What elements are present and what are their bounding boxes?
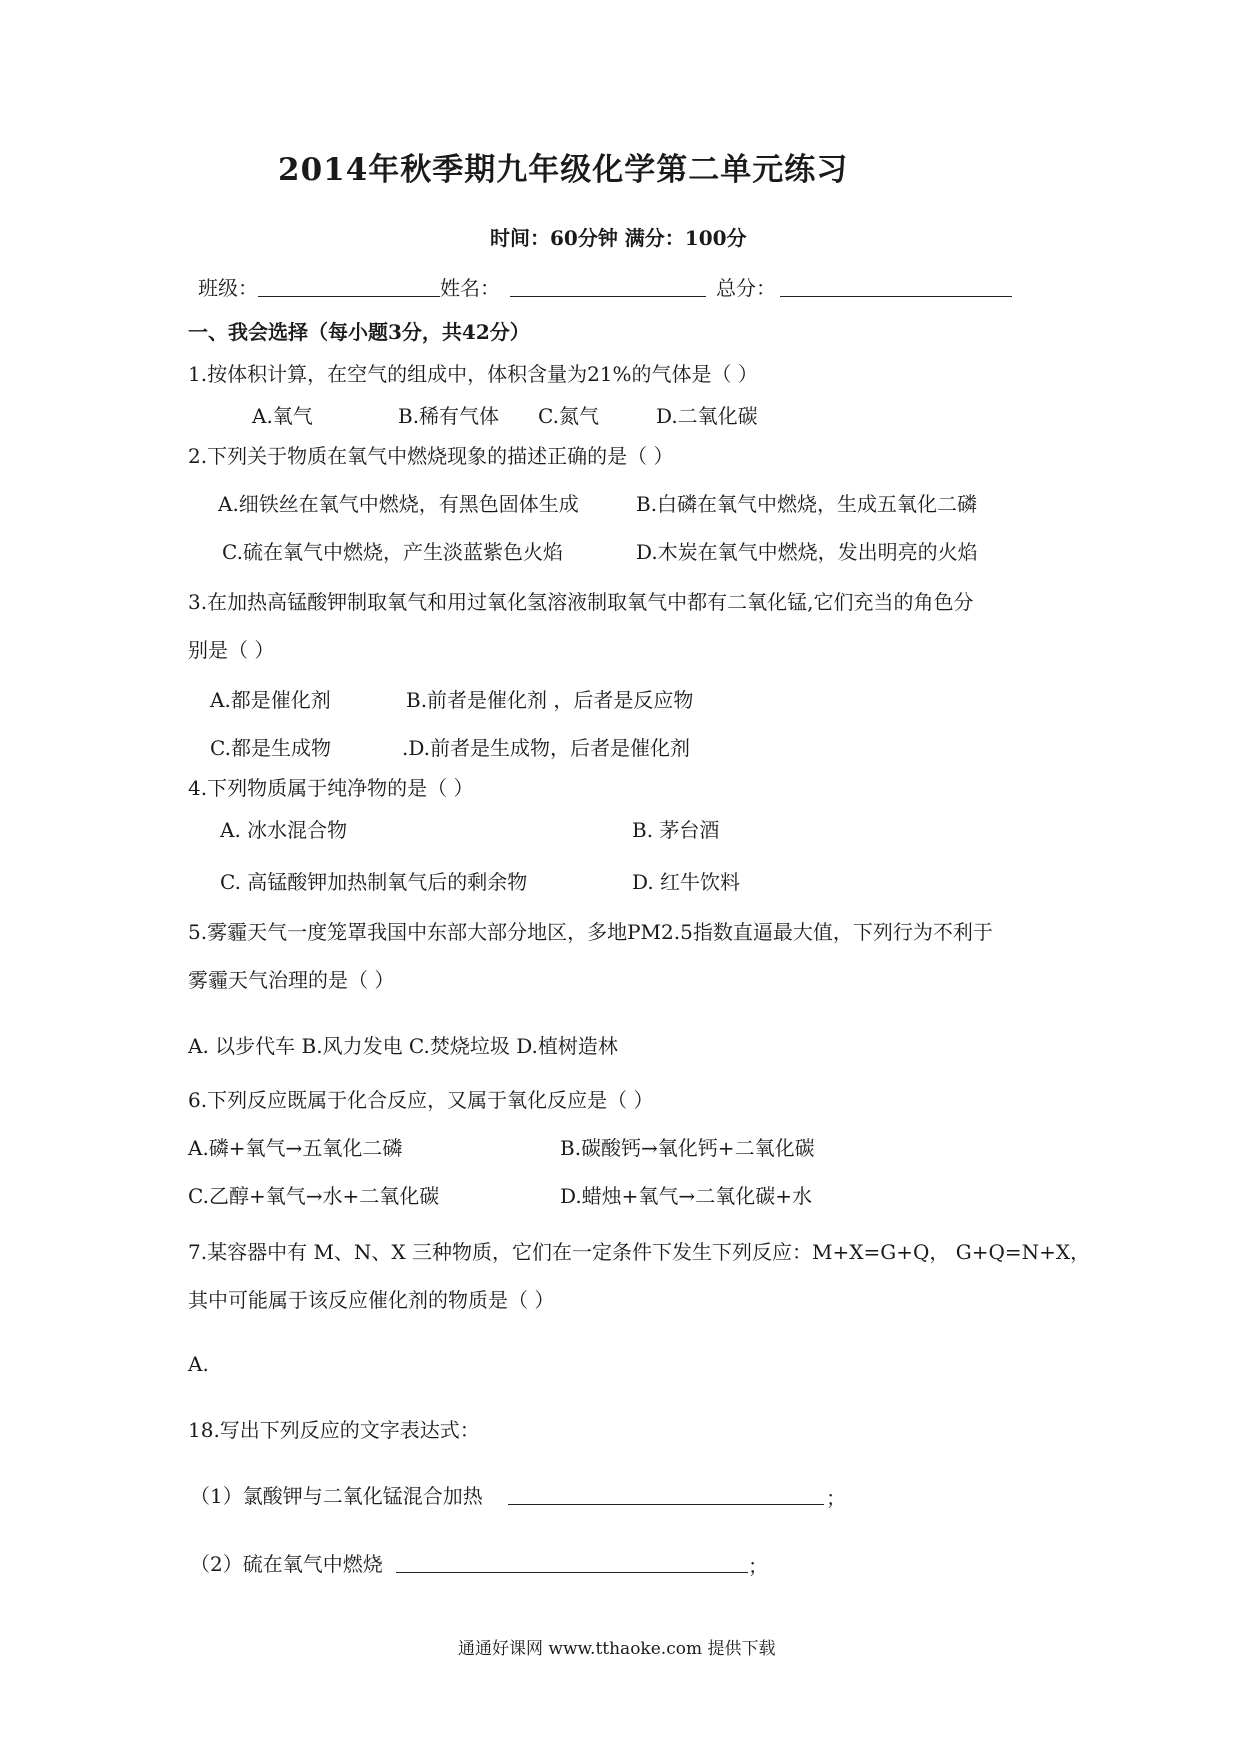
q2-option-d: D.木炭在氧气中燃烧，发出明亮的火焰 xyxy=(636,540,978,564)
question-5-stem-line2: 雾霾天气治理的是（ ） xyxy=(188,968,395,992)
q18-part-2: （2）硫在氧气中燃烧 xyxy=(190,1552,383,1576)
q1-option-b: B.稀有气体 xyxy=(398,404,500,428)
q18-part-2-blank[interactable] xyxy=(396,1572,748,1573)
q6-option-b: B.碳酸钙→氧化钙+二氧化碳 xyxy=(560,1136,815,1160)
q18-part-1-blank[interactable] xyxy=(508,1504,824,1505)
q3-option-a: A.都是催化剂 xyxy=(210,688,331,712)
q2-option-a: A.细铁丝在氧气中燃烧，有黑色固体生成 xyxy=(218,492,579,516)
q1-option-d: D.二氧化碳 xyxy=(656,404,758,428)
q1-option-c: C.氮气 xyxy=(538,404,599,428)
total-blank[interactable] xyxy=(780,296,1012,297)
q18-part-1-end: ； xyxy=(826,1486,846,1510)
class-label: 班级： xyxy=(198,276,258,300)
question-3-stem-line1: 3.在加热高锰酸钾制取氧气和用过氧化氢溶液制取氧气中都有二氧化锰,它们充当的角色分 xyxy=(188,590,974,614)
question-1-stem: 1.按体积计算，在空气的组成中，体积含量为21%的气体是（ ） xyxy=(188,362,758,386)
question-3-stem-line2: 别是（ ） xyxy=(188,638,275,662)
name-blank[interactable] xyxy=(510,296,706,297)
q6-option-d: D.蜡烛+氧气→二氧化碳+水 xyxy=(560,1184,812,1208)
question-5-stem-line1: 5.雾霾天气一度笼罩我国中东部大部分地区，多地PM2.5指数直逼最大值，下列行为不利于 xyxy=(188,920,993,944)
page-title: 2014年秋季期九年级化学第二单元练习 xyxy=(278,152,849,188)
q1-option-a: A.氧气 xyxy=(252,404,313,428)
q18-part-2-end: ； xyxy=(748,1554,768,1578)
exam-subtitle: 时间：60分钟 满分：100分 xyxy=(490,226,747,250)
q3-option-b: B.前者是催化剂 ，后者是反应物 xyxy=(406,688,694,712)
q6-option-a: A.磷+氧气→五氧化二磷 xyxy=(188,1136,403,1160)
q3-option-d: .D.前者是生成物，后者是催化剂 xyxy=(402,736,691,760)
q4-option-c: C. 高锰酸钾加热制氧气后的剩余物 xyxy=(220,870,528,894)
question-6-stem: 6.下列反应既属于化合反应，又属于氧化反应是（ ） xyxy=(188,1088,654,1112)
q7-answer: A. xyxy=(188,1352,209,1376)
q2-option-c: C.硫在氧气中燃烧，产生淡蓝紫色火焰 xyxy=(222,540,563,564)
q6-option-c: C.乙醇+氧气→水+二氧化碳 xyxy=(188,1184,440,1208)
question-7-stem-line2: 其中可能属于该反应催化剂的物质是（ ） xyxy=(188,1288,555,1312)
question-4-stem: 4.下列物质属于纯净物的是（ ） xyxy=(188,776,474,800)
name-label: 姓名： xyxy=(440,276,500,300)
total-label: 总分： xyxy=(716,276,776,300)
q2-option-b: B.白磷在氧气中燃烧，生成五氧化二磷 xyxy=(636,492,978,516)
question-2-stem: 2.下列关于物质在氧气中燃烧现象的描述正确的是（ ） xyxy=(188,444,674,468)
q4-option-a: A. 冰水混合物 xyxy=(220,818,348,842)
q18-part-1: （1）氯酸钾与二氧化锰混合加热 xyxy=(190,1484,483,1508)
q4-option-d: D. 红牛饮料 xyxy=(632,870,741,894)
footer-credit: 通通好课网 www.tthaoke.com 提供下载 xyxy=(458,1639,776,1659)
q5-options: A. 以步代车 B.风力发电 C.焚烧垃圾 D.植树造林 xyxy=(188,1034,618,1058)
q4-option-b: B. 茅台酒 xyxy=(632,818,720,842)
section-heading: 一、我会选择（每小题3分，共42分） xyxy=(188,320,530,344)
question-7-stem-line1: 7.某容器中有 M、N、X 三种物质，它们在一定条件下发生下列反应：M+X=G+Q， G+Q=N+X， xyxy=(188,1240,1091,1264)
question-18-stem: 18.写出下列反应的文字表达式： xyxy=(188,1418,480,1442)
q3-option-c: C.都是生成物 xyxy=(210,736,331,760)
class-blank[interactable] xyxy=(258,296,440,297)
